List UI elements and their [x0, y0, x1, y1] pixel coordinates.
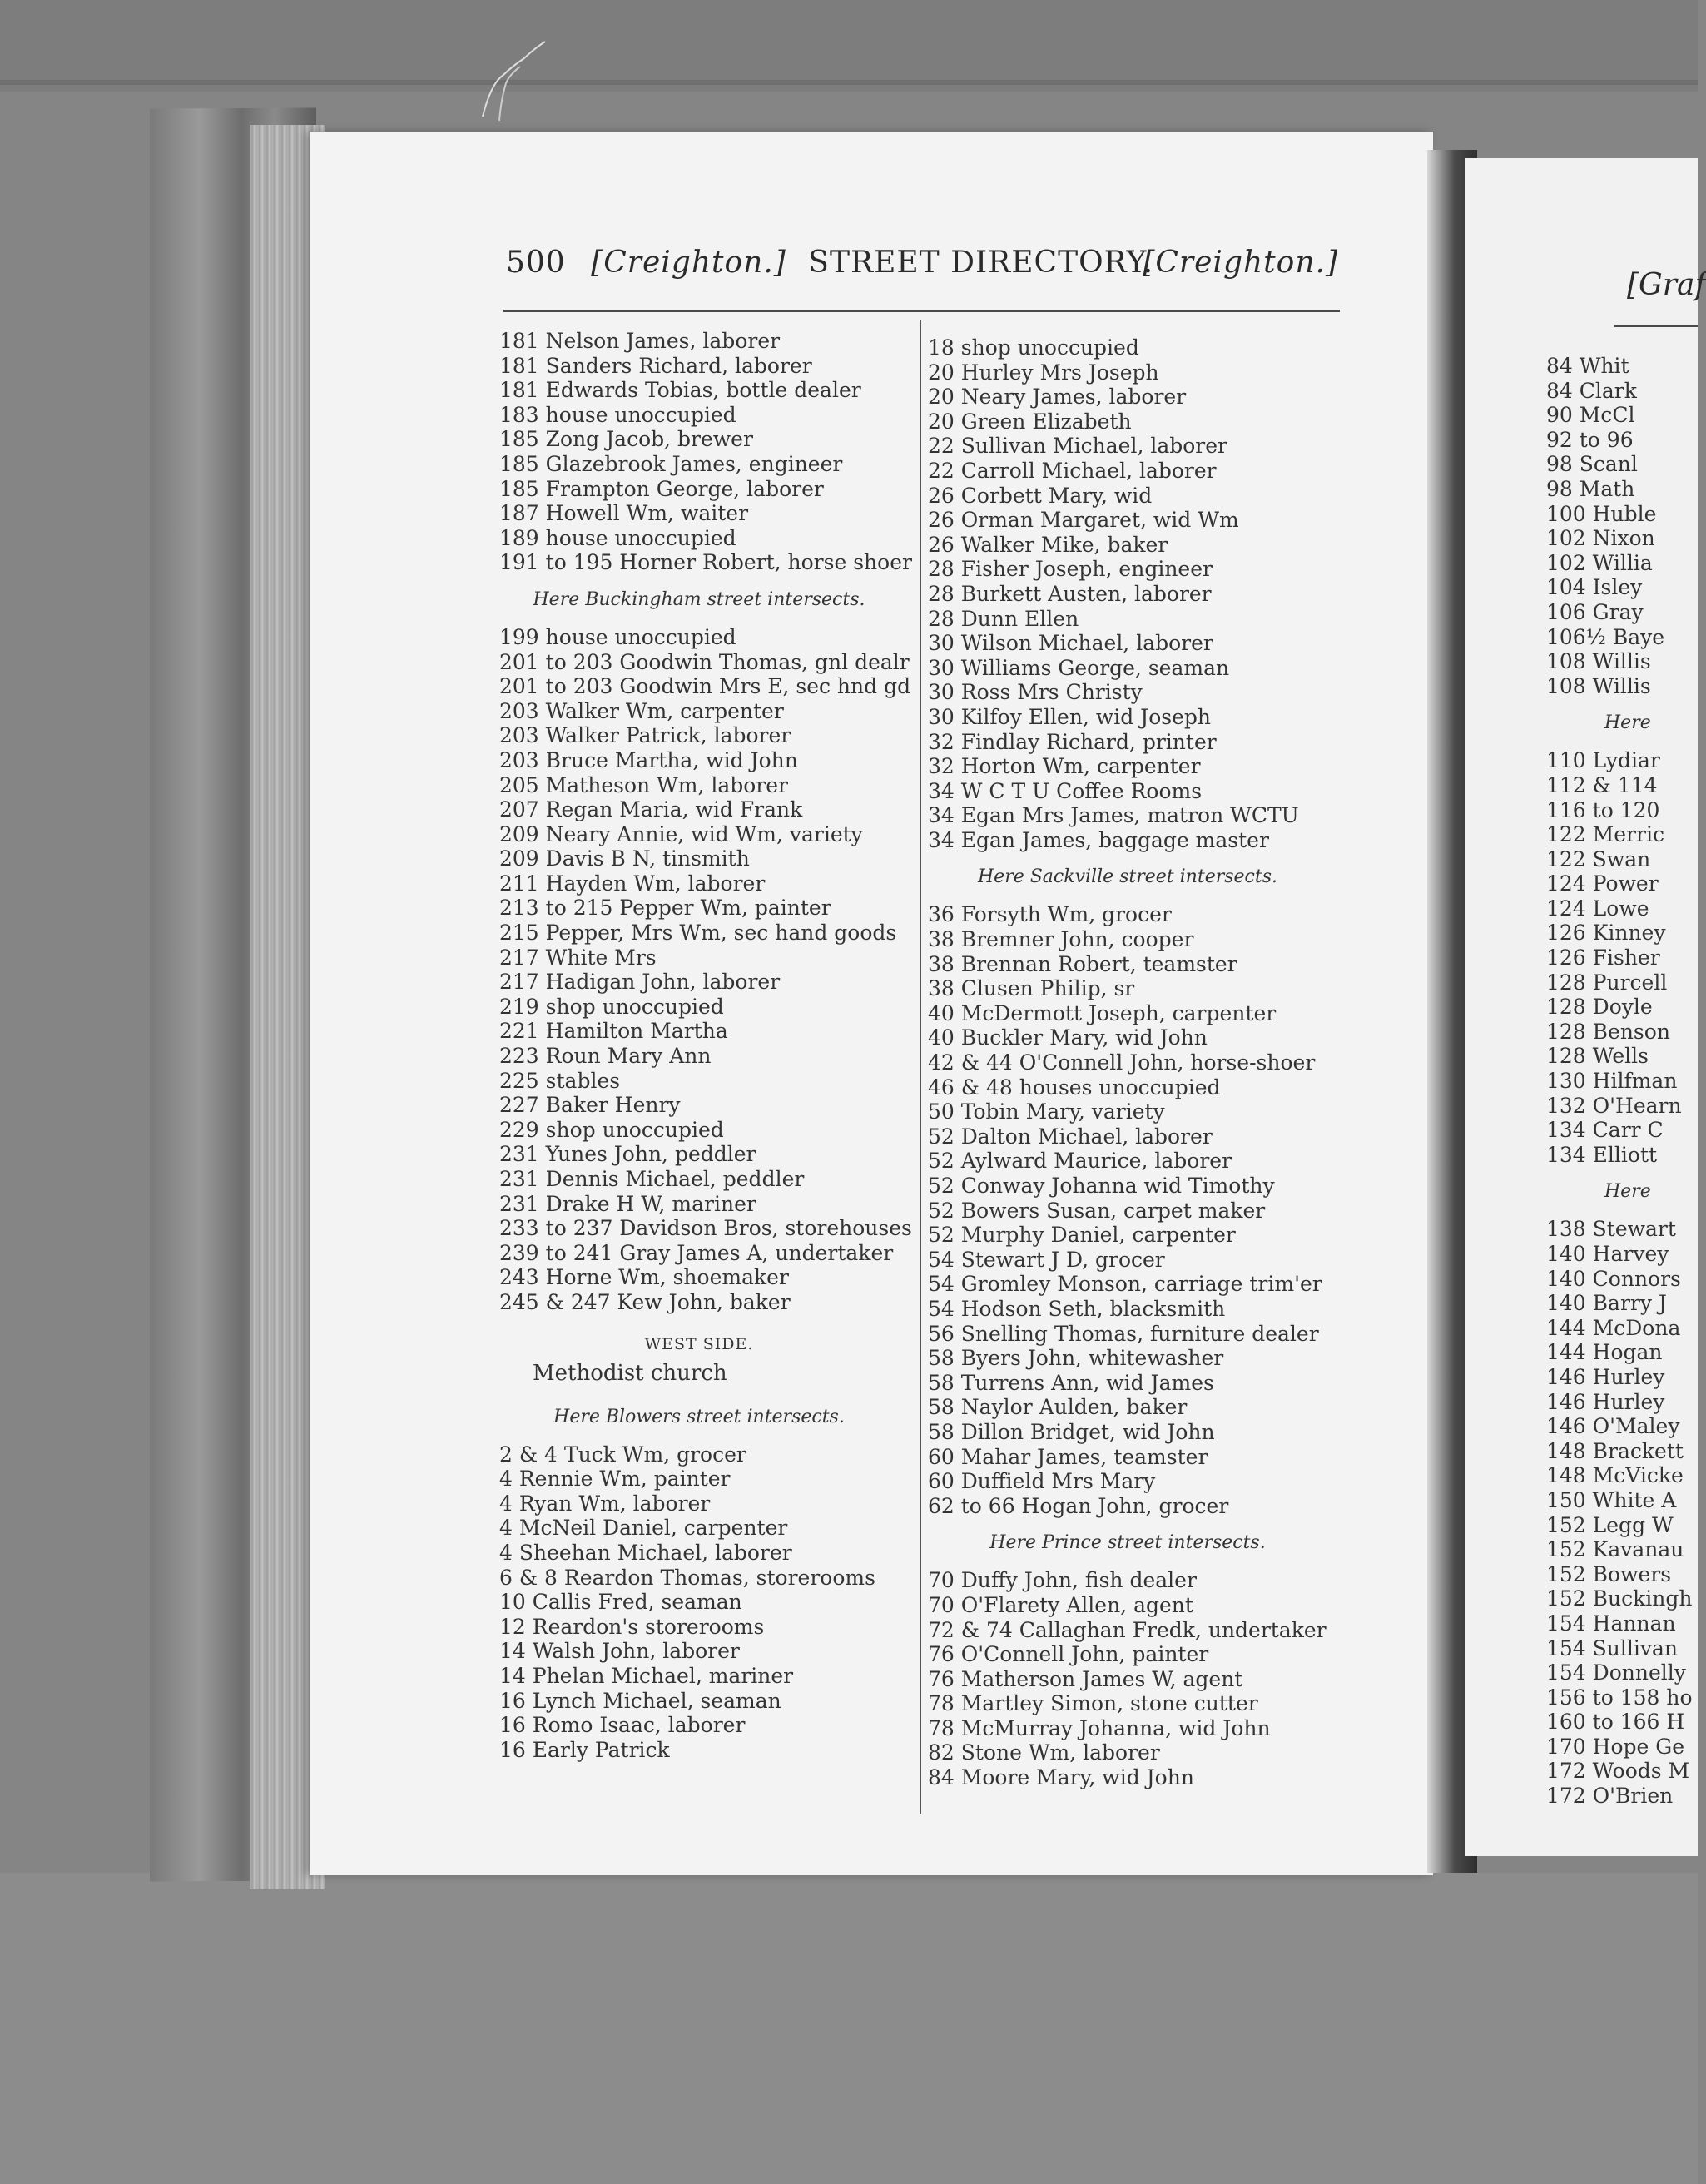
directory-entry: 70 Duffy John, fish dealer: [928, 1568, 1197, 1593]
directory-entry: 126 Fisher: [1546, 946, 1660, 970]
directory-entry: 52 Conway Johanna wid Timothy: [928, 1174, 1275, 1198]
directory-entry: 201 to 203 Goodwin Thomas, gnl dealr: [499, 649, 910, 674]
directory-entry: 209 Davis B N, tinsmith: [499, 846, 750, 871]
directory-entry: 217 White Mrs: [499, 945, 657, 970]
page-title: STREET DIRECTORY.: [808, 246, 1154, 280]
right-page-header: [Graf: [1627, 268, 1706, 302]
directory-entry: 4 Rennie Wm, painter: [499, 1467, 731, 1492]
directory-entry: 30 Wilson Michael, laborer: [928, 631, 1213, 656]
directory-entry: 112 & 114: [1546, 772, 1658, 797]
directory-entry: 140 Barry J: [1546, 1291, 1667, 1316]
directory-entry: 50 Tobin Mary, variety: [928, 1099, 1165, 1124]
directory-entry: 34 Egan Mrs James, matron WCTU: [928, 803, 1299, 828]
side-heading: WEST SIDE.: [644, 1334, 754, 1353]
directory-column-2: [928, 335, 1352, 1790]
directory-entry: 189 house unoccupied: [499, 525, 736, 550]
intersection-note: Here Blowers street intersects.: [553, 1406, 845, 1427]
directory-entry: 187 Howell Wm, waiter: [499, 501, 749, 526]
directory-entry: 38 Bremner John, cooper: [928, 927, 1194, 952]
directory-entry: 34 Egan James, baggage master: [928, 827, 1269, 852]
directory-entry: 52 Dalton Michael, laborer: [928, 1124, 1213, 1149]
directory-entry: 22 Carroll Michael, laborer: [928, 458, 1217, 483]
directory-entry: 170 Hope Ge: [1546, 1734, 1685, 1759]
directory-entry: 160 to 166 H: [1546, 1710, 1685, 1735]
directory-entry: 6 & 8 Reardon Thomas, storerooms: [499, 1565, 875, 1590]
directory-entry: 4 Sheehan Michael, laborer: [499, 1540, 792, 1565]
directory-entry: 154 Sullivan: [1546, 1636, 1679, 1660]
directory-entry: 60 Mahar James, teamster: [928, 1444, 1208, 1469]
directory-entry: 98 Math: [1546, 476, 1635, 501]
header-rule: [503, 310, 1340, 312]
directory-entry: 36 Forsyth Wm, grocer: [928, 902, 1172, 927]
directory-entry: 22 Sullivan Michael, laborer: [928, 434, 1227, 459]
directory-entry: 16 Early Patrick: [499, 1737, 670, 1762]
directory-entry: 122 Merric: [1546, 822, 1664, 847]
directory-entry: 191 to 195 Horner Robert, horse shoer: [499, 550, 912, 575]
directory-entry: 231 Drake H W, mariner: [499, 1191, 756, 1216]
background-line: [0, 80, 1698, 85]
right-header-rule: [1614, 325, 1698, 327]
intersection-note: Here: [1604, 1181, 1651, 1203]
directory-entry: 92 to 96: [1546, 427, 1634, 452]
directory-entry: 84 Moore Mary, wid John: [928, 1765, 1194, 1790]
directory-entry: 52 Murphy Daniel, carpenter: [928, 1223, 1236, 1248]
directory-entry: 209 Neary Annie, wid Wm, variety: [499, 821, 863, 846]
directory-entry: 20 Hurley Mrs Joseph: [928, 360, 1159, 385]
directory-entry: 54 Stewart J D, grocer: [928, 1247, 1165, 1272]
directory-entry: 213 to 215 Pepper Wm, painter: [499, 896, 831, 921]
directory-entry: 148 Brackett: [1546, 1438, 1684, 1463]
directory-entry: 223 Roun Mary Ann: [499, 1044, 712, 1069]
directory-entry: 78 McMurray Johanna, wid John: [928, 1715, 1271, 1740]
directory-entry: 132 O'Hearn: [1546, 1093, 1682, 1118]
directory-entry: 10 Callis Fred, seaman: [499, 1590, 742, 1615]
directory-entry: 146 Hurley: [1546, 1364, 1665, 1389]
directory-entry: 62 to 66 Hogan John, grocer: [928, 1493, 1229, 1518]
directory-entry: 152 Kavanau: [1546, 1537, 1684, 1562]
directory-entry: 217 Hadigan John, laborer: [499, 970, 781, 995]
directory-entry: 144 McDona: [1546, 1315, 1681, 1340]
directory-entry: 28 Fisher Joseph, engineer: [928, 557, 1213, 582]
directory-entry: 70 O'Flarety Allen, agent: [928, 1592, 1193, 1617]
directory-entry: 58 Naylor Aulden, baker: [928, 1395, 1188, 1420]
directory-entry: 229 shop unoccupied: [499, 1117, 724, 1142]
directory-entry: 30 Ross Mrs Christy: [928, 680, 1143, 705]
directory-entry: 26 Walker Mike, baker: [928, 532, 1168, 557]
directory-entry: 130 Hilfman: [1546, 1069, 1678, 1094]
directory-entry: 34 W C T U Coffee Rooms: [928, 778, 1203, 803]
directory-entry: 221 Hamilton Martha: [499, 1019, 728, 1044]
directory-entry: 56 Snelling Thomas, furniture dealer: [928, 1321, 1319, 1346]
directory-entry: 108 Willis: [1546, 649, 1651, 674]
directory-entry: 76 O'Connell John, painter: [928, 1642, 1209, 1667]
loose-thread-mark: [474, 33, 549, 125]
directory-entry: 185 Glazebrook James, engineer: [499, 451, 843, 476]
directory-entry: 42 & 44 O'Connell John, horse-shoer: [928, 1050, 1316, 1075]
directory-column-1: [499, 329, 924, 1762]
directory-entry: 28 Dunn Ellen: [928, 606, 1079, 631]
directory-entry: 231 Dennis Michael, peddler: [499, 1167, 805, 1191]
intersection-note: Here Prince street intersects.: [989, 1532, 1266, 1554]
directory-entry: 102 Willia: [1546, 550, 1653, 575]
directory-entry: 108 Willis: [1546, 673, 1651, 698]
directory-entry: 32 Findlay Richard, printer: [928, 729, 1217, 754]
directory-entry: 181 Nelson James, laborer: [499, 329, 781, 353]
intersection-note: Here: [1604, 712, 1651, 734]
directory-entry: 54 Gromley Monson, carriage trim'er: [928, 1272, 1322, 1297]
directory-entry: 245 & 247 Kew John, baker: [499, 1289, 791, 1314]
right-page-column: [1546, 354, 1693, 1809]
directory-entry: 185 Zong Jacob, brewer: [499, 427, 753, 452]
directory-entry: 4 Ryan Wm, laborer: [499, 1491, 711, 1516]
directory-entry: 106½ Baye: [1546, 624, 1665, 649]
directory-entry: 181 Sanders Richard, laborer: [499, 353, 812, 378]
directory-entry: 52 Bowers Susan, carpet maker: [928, 1198, 1266, 1223]
directory-entry: 124 Lowe: [1546, 896, 1649, 921]
directory-entry: 110 Lydiar: [1546, 748, 1660, 773]
directory-entry: 90 McCl: [1546, 403, 1635, 428]
directory-entry: 18 shop unoccupied: [928, 335, 1139, 360]
directory-entry: 32 Horton Wm, carpenter: [928, 754, 1201, 779]
directory-entry: 58 Turrens Ann, wid James: [928, 1370, 1214, 1395]
page-number: 500: [506, 246, 566, 280]
directory-entry: 76 Matherson James W, agent: [928, 1666, 1243, 1691]
directory-entry: 183 house unoccupied: [499, 402, 736, 427]
directory-entry: 20 Green Elizabeth: [928, 409, 1132, 434]
directory-entry: 144 Hogan: [1546, 1340, 1663, 1365]
directory-entry: 148 McVicke: [1546, 1463, 1684, 1488]
directory-entry: 122 Swan: [1546, 846, 1651, 871]
directory-entry: 2 & 4 Tuck Wm, grocer: [499, 1442, 746, 1467]
directory-entry: 84 Whit: [1546, 354, 1629, 378]
directory-entry: 26 Orman Margaret, wid Wm: [928, 508, 1239, 533]
directory-entry: 58 Byers John, whitewasher: [928, 1346, 1224, 1371]
directory-entry: 203 Bruce Martha, wid John: [499, 747, 798, 772]
directory-entry: 104 Isley: [1546, 575, 1643, 600]
directory-entry: 84 Clark: [1546, 378, 1637, 403]
directory-entry: 233 to 237 Davidson Bros, storehouses: [499, 1216, 912, 1241]
directory-entry: 38 Brennan Robert, teamster: [928, 951, 1237, 976]
directory-entry: 72 & 74 Callaghan Fredk, undertaker: [928, 1617, 1327, 1642]
directory-entry: 100 Huble: [1546, 501, 1657, 526]
directory-entry: 243 Horne Wm, shoemaker: [499, 1265, 789, 1290]
directory-entry: 40 McDermott Joseph, carpenter: [928, 1000, 1277, 1025]
church-entry: Methodist church: [533, 1360, 727, 1386]
directory-entry: 46 & 48 houses unoccupied: [928, 1075, 1221, 1099]
directory-entry: 128 Wells: [1546, 1044, 1649, 1069]
directory-entry: 154 Hannan: [1546, 1611, 1676, 1636]
directory-entry: 154 Donnelly: [1546, 1660, 1686, 1685]
directory-entry: 203 Walker Wm, carpenter: [499, 698, 784, 723]
directory-entry: 16 Lynch Michael, seaman: [499, 1688, 781, 1713]
directory-entry: 60 Duffield Mrs Mary: [928, 1469, 1156, 1494]
directory-entry: 225 stables: [499, 1068, 621, 1093]
directory-entry: 207 Regan Maria, wid Frank: [499, 797, 803, 822]
directory-entry: 205 Matheson Wm, laborer: [499, 772, 788, 797]
intersection-note: Here Sackville street intersects.: [978, 866, 1277, 888]
directory-entry: 38 Clusen Philip, sr: [928, 976, 1135, 1001]
directory-entry: 134 Elliott: [1546, 1142, 1658, 1167]
directory-entry: 28 Burkett Austen, laborer: [928, 581, 1212, 606]
directory-entry: 140 Connors: [1546, 1266, 1681, 1291]
directory-entry: 172 O'Brien: [1546, 1784, 1674, 1809]
directory-entry: 14 Walsh John, laborer: [499, 1639, 740, 1664]
directory-entry: 102 Nixon: [1546, 526, 1655, 551]
directory-entry: 98 Scanl: [1546, 452, 1638, 477]
directory-entry: 185 Frampton George, laborer: [499, 476, 824, 501]
directory-entry: 16 Romo Isaac, laborer: [499, 1713, 746, 1738]
directory-entry: 152 Buckingh: [1546, 1586, 1693, 1611]
directory-entry: 14 Phelan Michael, mariner: [499, 1663, 794, 1688]
directory-entry: 146 O'Maley: [1546, 1414, 1680, 1439]
directory-entry: 128 Doyle: [1546, 995, 1653, 1020]
directory-entry: 4 McNeil Daniel, carpenter: [499, 1516, 788, 1541]
directory-entry: 106 Gray: [1546, 599, 1644, 624]
directory-entry: 134 Carr C: [1546, 1118, 1664, 1143]
directory-entry: 58 Dillon Bridget, wid John: [928, 1419, 1215, 1444]
directory-entry: 124 Power: [1546, 871, 1659, 896]
directory-entry: 152 Bowers: [1546, 1561, 1672, 1586]
directory-entry: 128 Benson: [1546, 1019, 1670, 1044]
directory-entry: 52 Aylward Maurice, laborer: [928, 1149, 1232, 1174]
directory-entry: 150 White A: [1546, 1487, 1677, 1512]
directory-entry: 215 Pepper, Mrs Wm, sec hand goods: [499, 921, 897, 946]
intersection-note: Here Buckingham street intersects.: [533, 588, 865, 610]
directory-entry: 116 to 120: [1546, 797, 1660, 822]
directory-entry: 156 to 158 ho: [1546, 1685, 1693, 1710]
header-right-bracket: [Creighton.]: [1143, 246, 1338, 280]
directory-entry: 211 Hayden Wm, laborer: [499, 871, 766, 896]
background-bottom: [0, 1873, 1698, 2184]
directory-entry: 40 Buckler Mary, wid John: [928, 1025, 1208, 1050]
directory-entry: 126 Kinney: [1546, 921, 1666, 946]
directory-entry: 20 Neary James, laborer: [928, 385, 1187, 410]
directory-entry: 78 Martley Simon, stone cutter: [928, 1691, 1258, 1716]
directory-entry: 54 Hodson Seth, blacksmith: [928, 1296, 1226, 1321]
directory-entry: 140 Harvey: [1546, 1242, 1669, 1266]
directory-entry: 239 to 241 Gray James A, undertaker: [499, 1240, 894, 1265]
directory-entry: 201 to 203 Goodwin Mrs E, sec hnd gd: [499, 674, 911, 699]
directory-entry: 30 Williams George, seaman: [928, 655, 1230, 680]
directory-entry: 30 Kilfoy Ellen, wid Joseph: [928, 704, 1211, 729]
directory-entry: 152 Legg W: [1546, 1512, 1674, 1537]
directory-entry: 227 Baker Henry: [499, 1093, 681, 1118]
directory-entry: 128 Purcell: [1546, 970, 1668, 995]
background-top: [0, 0, 1698, 92]
directory-entry: 82 Stone Wm, laborer: [928, 1740, 1160, 1765]
directory-entry: 181 Edwards Tobias, bottle dealer: [499, 378, 861, 403]
header-left-bracket: [Creighton.]: [591, 246, 786, 280]
directory-entry: 203 Walker Patrick, laborer: [499, 723, 791, 748]
directory-entry: 231 Yunes John, peddler: [499, 1142, 756, 1167]
directory-entry: 172 Woods M: [1546, 1759, 1690, 1784]
directory-entry: 146 Hurley: [1546, 1389, 1665, 1414]
directory-entry: 199 house unoccupied: [499, 624, 736, 649]
directory-entry: 26 Corbett Mary, wid: [928, 483, 1153, 508]
page-header: [506, 246, 1338, 280]
directory-entry: 219 shop unoccupied: [499, 994, 724, 1019]
directory-entry: 12 Reardon's storerooms: [499, 1614, 765, 1639]
directory-entry: 138 Stewart: [1546, 1217, 1676, 1242]
